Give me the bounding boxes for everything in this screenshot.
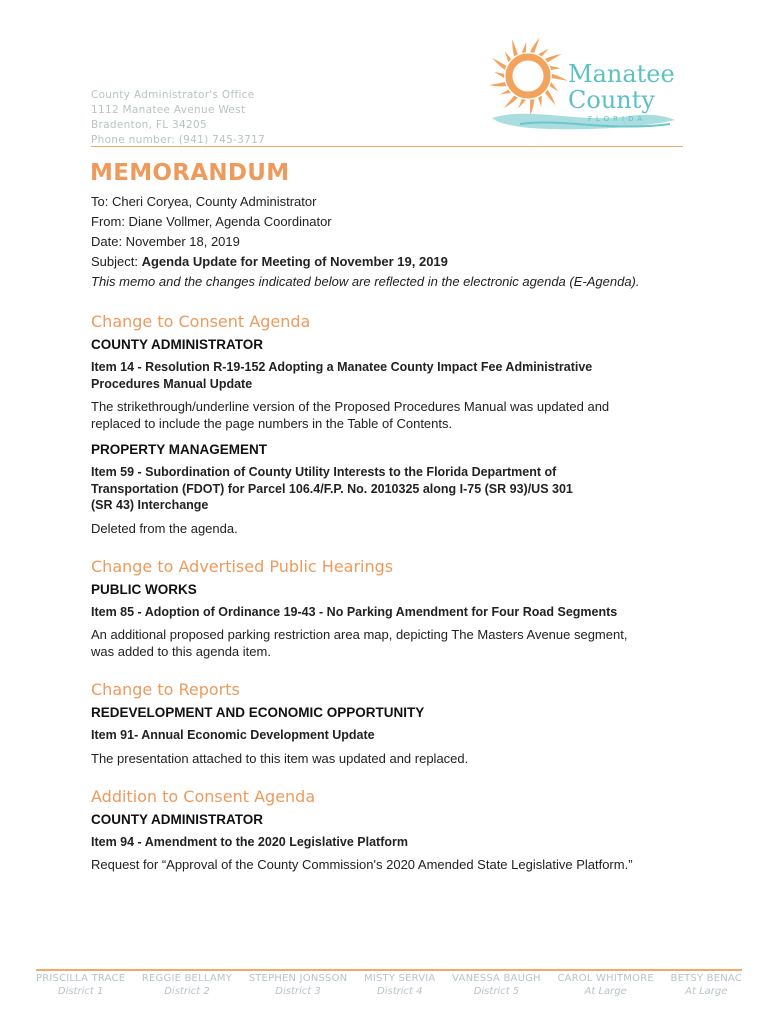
address-line: Bradenton, FL 34205 xyxy=(91,119,207,131)
commissioner-district: District 1 xyxy=(57,986,104,997)
item-line: Item 94 - Amendment to the 2020 Legislative Platform xyxy=(91,834,408,849)
commissioner-district: District 5 xyxy=(473,986,520,997)
sun-ray xyxy=(500,90,512,95)
address-line: 1112 Manatee Avenue West xyxy=(91,104,246,116)
section-heading: Change to Consent Agenda xyxy=(91,312,311,331)
desc-line: replaced to include the page numbers in the Table of Contents. xyxy=(91,416,453,431)
agenda-item-description xyxy=(91,520,691,537)
sun-ray xyxy=(494,72,504,78)
manatee-county-logo xyxy=(470,28,685,140)
item-line: Transportation (FDOT) for Parcel 106.4/F.P. No. 2010325 along I-75 (SR 93)/US 301 xyxy=(91,481,573,496)
sun-ray xyxy=(522,42,526,53)
item-line: Item 91- Annual Economic Development Update xyxy=(91,728,375,742)
memo-title: MEMORANDUM xyxy=(90,160,290,186)
logo-word-manatee: Manatee xyxy=(568,60,675,88)
department-heading: PROPERTY MANAGEMENT xyxy=(91,442,268,457)
desc-line: The presentation attached to this item was updated and replaced. xyxy=(91,750,469,766)
memo-date: Date: November 18, 2019 xyxy=(91,234,240,249)
sun-ray xyxy=(550,82,559,91)
commissioner-name: BETSY BENAC xyxy=(670,973,742,984)
section-heading: Addition to Consent Agenda xyxy=(91,786,316,806)
section-heading: Change to Advertised Public Hearings xyxy=(91,556,394,576)
memo-body xyxy=(91,192,691,877)
memo-subject xyxy=(91,252,691,272)
header-divider xyxy=(91,146,683,147)
memo-to: To: Cheri Coryea, County Administrator xyxy=(91,194,317,209)
commissioner xyxy=(142,973,232,997)
commissioner-name: CAROL WHITMORE xyxy=(557,973,654,984)
subject-text: Agenda Update for Meeting of November 19, 2019 xyxy=(141,254,448,269)
sun-ray xyxy=(504,96,518,108)
sun-ray xyxy=(538,49,548,57)
footer-divider xyxy=(36,969,742,971)
desc-line: was added to this agenda item. xyxy=(91,644,271,659)
sun-ray xyxy=(512,39,518,56)
commissioner-district: At Large xyxy=(584,986,627,997)
address-line: County Administrator's Office xyxy=(91,89,255,101)
commissioner xyxy=(452,973,541,997)
item-line: Item 14 - Resolution R-19-152 Adopting a Manatee County Impact Fee Administrative xyxy=(91,360,593,374)
item-line: Item 59 - Subordination of County Utility Interests to the Florida Department of xyxy=(91,465,557,479)
section-heading: Change to Reports xyxy=(91,680,240,699)
commissioner-name: PRISCILLA TRACE xyxy=(36,973,126,984)
agenda-item-title xyxy=(91,604,691,621)
memo-intro: This memo and the changes indicated below are reflected in the electronic agenda (E-Agenda). xyxy=(91,274,640,289)
commissioner-district: District 3 xyxy=(275,986,321,997)
item-line: (SR 43) Interchange xyxy=(91,498,209,512)
commissioner-name: STEPHEN JONSSON xyxy=(248,973,348,984)
agenda-item-description xyxy=(91,626,691,660)
department-heading: COUNTY ADMINISTRATOR xyxy=(91,337,263,352)
commissioner xyxy=(364,973,435,997)
department-heading: PUBLIC WORKS xyxy=(91,581,197,597)
agenda-item-title xyxy=(91,727,691,744)
commissioner-district: At Large xyxy=(685,986,728,997)
commissioner xyxy=(36,973,125,997)
memo-from: From: Diane Vollmer, Agenda Coordinator xyxy=(91,214,332,229)
sun-ray xyxy=(530,38,540,53)
sun-ray xyxy=(492,58,506,70)
logo-word-florida: FLORIDA xyxy=(588,115,647,123)
commissioner-name: REGGIE BELLAMY xyxy=(141,973,233,984)
subject-label: Subject: xyxy=(91,254,142,269)
sun-ray xyxy=(505,51,511,62)
commissioner xyxy=(557,973,653,997)
sun-icon xyxy=(489,38,568,116)
desc-line: The strikethrough/underline version of the Proposed Procedures Manual was updated and xyxy=(91,399,610,414)
commissioner xyxy=(249,973,348,997)
sun-ray xyxy=(545,90,555,105)
commissioner-name: VANESSA BAUGH xyxy=(452,973,541,984)
commissioners-footer xyxy=(36,973,742,997)
agenda-item-description xyxy=(91,398,691,432)
agenda-item-description xyxy=(91,750,691,767)
department-heading: COUNTY ADMINISTRATOR xyxy=(91,811,263,827)
sun-ray xyxy=(545,54,562,62)
agenda-item-title xyxy=(91,834,691,851)
desc-line: An additional proposed parking restriction area map, depicting The Masters Avenue segment, xyxy=(91,627,628,642)
agenda-item-title xyxy=(91,359,691,392)
logo-word-county: County xyxy=(568,86,655,114)
sun-ray xyxy=(538,96,542,108)
sun-ray xyxy=(550,66,561,70)
sun-ray xyxy=(518,99,526,108)
item-line: Procedures Manual Update xyxy=(91,376,253,391)
agenda-item-description xyxy=(91,856,691,873)
item-line: Item 85 - Adoption of Ordinance 19-43 - No Parking Amendment for Four Road Segments xyxy=(91,604,618,619)
commissioner-district: District 4 xyxy=(377,986,423,997)
commissioner xyxy=(671,973,742,997)
commissioner-name: MISTY SERVIA xyxy=(364,973,436,984)
office-address xyxy=(91,88,265,148)
address-line: Phone number: (941) 745-3717 xyxy=(91,134,266,146)
sun-ray xyxy=(530,99,534,116)
sun-ray xyxy=(552,74,568,81)
sun-ray xyxy=(489,82,506,86)
commissioner-district: District 2 xyxy=(164,986,210,997)
desc-line: Deleted from the agenda. xyxy=(91,520,238,536)
agenda-item-title xyxy=(91,464,691,514)
department-heading: REDEVELOPMENT AND ECONOMIC OPPORTUNITY xyxy=(91,705,425,720)
desc-line: Request for “Approval of the County Commission's 2020 Amended State Legislative Platform.” xyxy=(91,857,633,872)
